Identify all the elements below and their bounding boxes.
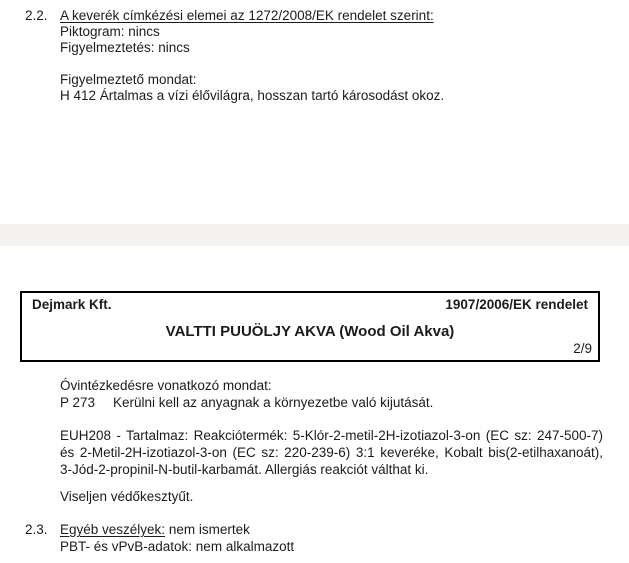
hazard-statement: H 412 Ártalmas a vízi élővilágra, hosszan tartó károsodást okoz. <box>60 88 445 103</box>
p-statement-text: Kerülni kell az anyagnak a környezetbe való kijutását. <box>113 395 434 410</box>
spacer <box>60 56 603 72</box>
signal-word-line: Figyelmeztetés: nincs <box>60 40 190 55</box>
page-header-box <box>20 291 600 362</box>
gloves-line: Viseljen védőkesztyűt. <box>60 489 194 504</box>
section-2-2 <box>0 8 629 104</box>
precaution-block <box>60 377 603 505</box>
other-hazards-line <box>60 521 603 538</box>
section-2-2-content <box>60 8 603 104</box>
p-statement-line <box>60 394 603 411</box>
regulation-reference: 1907/2006/EK rendelet <box>445 297 588 312</box>
warning-label: Figyelmeztető mondat: <box>60 72 197 87</box>
section-2-3-heading-value: nem ismertek <box>168 522 250 537</box>
precaution-label: Óvintézkedésre vonatkozó mondat: <box>60 378 272 393</box>
section-2-3-content <box>60 521 603 555</box>
section-2-2-heading: A keverék címkézési elemei az 1272/2008/EK rendelet szerint: <box>60 8 434 23</box>
section-2-3-heading: Egyéb veszélyek: <box>60 522 166 537</box>
section-2-3-number: 2.3. <box>25 522 48 537</box>
page-number: 2/9 <box>573 341 592 356</box>
page-header-row <box>32 297 588 313</box>
pbt-line: PBT- és vPvB-adatok: nem alkalmazott <box>60 539 295 554</box>
pictogram-line: Piktogram: nincs <box>60 24 160 39</box>
page-break-band <box>0 224 629 246</box>
product-title: VALTTI PUUÖLJY AKVA (Wood Oil Akva) <box>165 323 455 340</box>
p-statement-code: P 273 <box>60 395 96 410</box>
section-2-3 <box>0 521 629 555</box>
euh-paragraph: EUH208 - Tartalmaz: Reakciótermék: 5-Klór-2-metil-2H-izotiazol-3-on (EC sz: 247-500-7) és 2-Metil-2H-izotiazol-3-on (EC sz: 220-239-6) 3:1 keveréke, Kobalt bis(2-etilhaxanoát), 3-Jód-2-propinil-N-butil-karbamát. Allergiás reakciót válthat ki. <box>60 428 603 477</box>
section-2-2-number: 2.2. <box>25 8 48 23</box>
company-name: Dejmark Kft. <box>32 297 112 312</box>
